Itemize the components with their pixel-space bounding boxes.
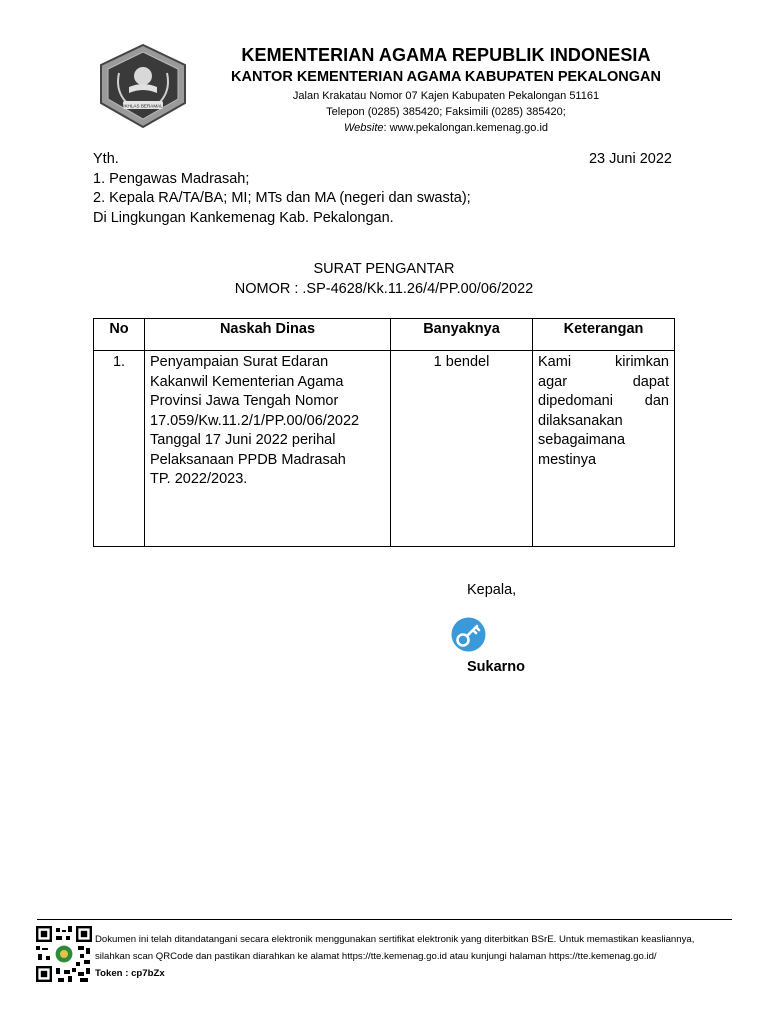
keterangan-line xyxy=(538,353,669,373)
office-website xyxy=(196,121,696,135)
signatory-position: Kepala, xyxy=(467,582,517,598)
website-label: Website xyxy=(343,122,384,134)
recipient-line: 1. Pengawas Madrasah; xyxy=(93,170,250,187)
naskah-line: Tanggal 17 Juni 2022 perihal xyxy=(150,432,336,448)
cell-keterangan xyxy=(533,351,675,547)
keterangan-line xyxy=(538,392,669,412)
office-name: KANTOR KEMENTERIAN AGAMA KABUPATEN PEKALONGAN xyxy=(231,69,661,85)
naskah-line: 17.059/Kw.11.2/1/PP.00/06/2022 xyxy=(150,412,360,429)
keterangan-word: Kami xyxy=(538,354,572,370)
recipient-line: Di Lingkungan Kankemenag Kab. Pekalongan. xyxy=(93,209,394,226)
naskah-line: TP. 2022/2023. xyxy=(150,471,248,487)
office-address: Jalan Krakatau Nomor 07 Kajen Kabupaten Pekalongan 51161 xyxy=(292,90,600,102)
footer-line-2: silahkan scan QRCode dan pastikan diarahkan ke alamat https://tte.kemenag.go.id atau kunjungi halaman https://tte.kemenag.go.id/ xyxy=(95,951,657,962)
document-table xyxy=(93,318,675,547)
ministry-name: KEMENTERIAN AGAMA REPUBLIK INDONESIA xyxy=(241,45,651,65)
qr-code-icon[interactable] xyxy=(36,926,92,982)
signatory-name: Sukarno xyxy=(467,659,526,675)
footer-token: Token : cp7bZx xyxy=(95,968,165,979)
cell-banyaknya: 1 bendel xyxy=(391,351,533,547)
website-value: : www.pekalongan.kemenag.go.id xyxy=(383,122,549,134)
keterangan-line: dilaksanakan xyxy=(538,412,623,429)
keterangan-word: kirimkan xyxy=(615,354,669,370)
table-header-row xyxy=(94,319,675,351)
digital-signature-icon xyxy=(450,616,487,653)
letter-date: 23 Juni 2022 xyxy=(588,151,672,167)
keterangan-line xyxy=(538,373,669,393)
keterangan-word: agar xyxy=(538,373,568,390)
recipient-line: 2. Kepala RA/TA/BA; MI; MTs dan MA (negeri dan swasta); xyxy=(93,190,471,206)
naskah-line: Pelaksanaan PPDB Madrasah xyxy=(150,451,346,468)
naskah-line: Penyampaian Surat Edaran xyxy=(150,354,329,370)
footer-line-1: Dokumen ini telah ditandatangani secara elektronik menggunakan sertifikat elektronik yang diterbitkan BSrE. Untuk memastikan keasliannya, xyxy=(95,934,695,945)
keterangan-word: dipedomani xyxy=(538,393,613,409)
cell-no: 1. xyxy=(94,351,145,547)
keterangan-word: dapat xyxy=(632,373,669,390)
letter-title-block xyxy=(0,260,768,299)
recipients-block xyxy=(93,150,471,228)
letterhead xyxy=(196,44,696,135)
salutation: Yth. xyxy=(93,151,119,167)
header-keterangan: Keterangan xyxy=(533,319,675,351)
header-no: No xyxy=(94,319,145,351)
header-naskah: Naskah Dinas xyxy=(145,319,391,351)
naskah-line: Provinsi Jawa Tengah Nomor xyxy=(150,393,339,409)
kemenag-logo xyxy=(97,43,189,129)
keterangan-word: dan xyxy=(644,393,669,409)
keterangan-line: sebagaimana xyxy=(538,432,626,448)
header-banyaknya: Banyaknya xyxy=(391,319,533,351)
footer-divider xyxy=(37,919,732,920)
letter-title: SURAT PENGANTAR xyxy=(313,261,455,277)
letter-number: NOMOR : .SP-4628/Kk.11.26/4/PP.00/06/2022 xyxy=(234,280,534,297)
footer-text xyxy=(95,931,745,982)
table-row xyxy=(94,351,675,547)
office-phone: Telepon (0285) 385420; Faksimili (0285) 385420; xyxy=(326,106,566,118)
logo-motto: IKHLAS BERAMAL xyxy=(123,103,163,109)
cell-naskah xyxy=(145,351,391,547)
naskah-line: Kakanwil Kementerian Agama xyxy=(150,373,344,390)
keterangan-line: mestinya xyxy=(538,451,597,468)
